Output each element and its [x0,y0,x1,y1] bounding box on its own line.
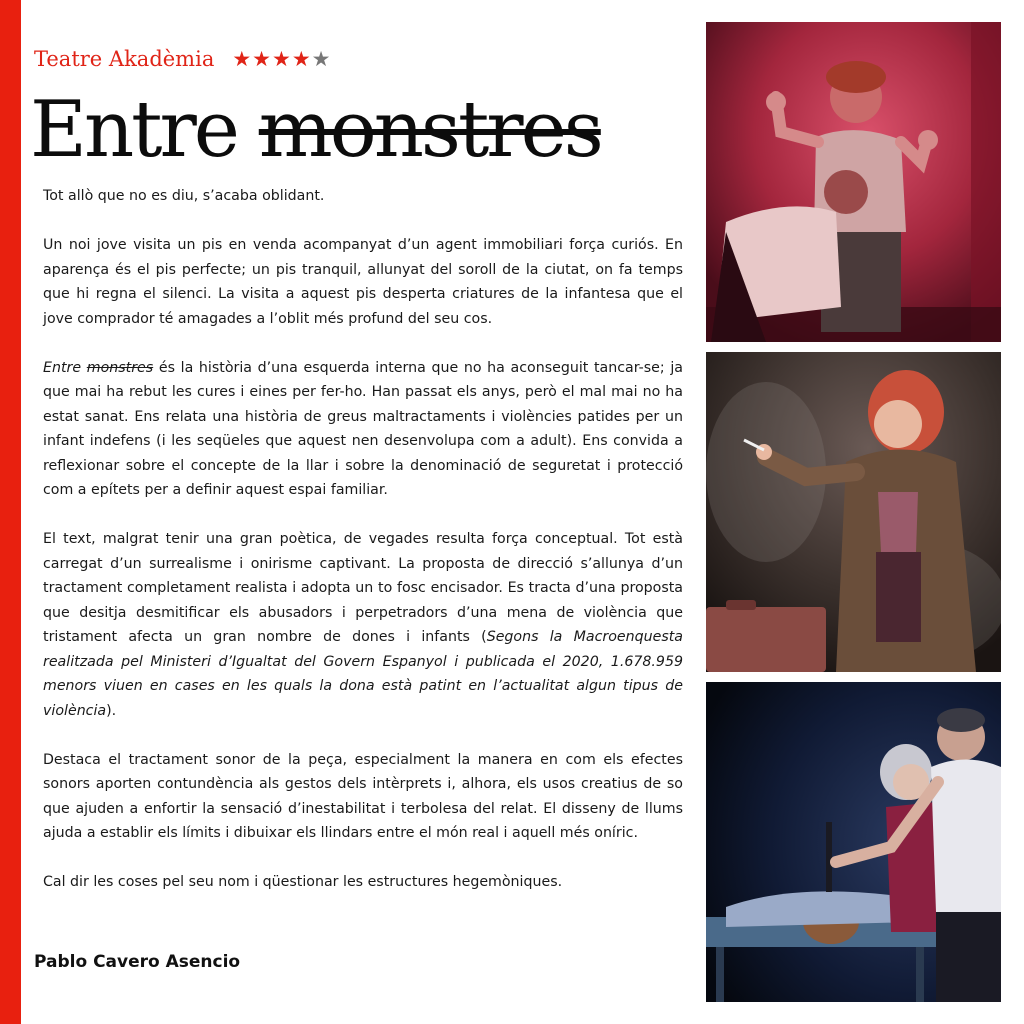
rating-stars-empty: ★ [311,47,332,71]
inline-title-monstres: monstres [86,359,154,376]
stage-photo-2-image [706,352,1001,672]
title-word-entre: Entre [30,85,237,175]
stage-photo-1 [706,22,1001,342]
stage-photo-3-image [706,682,1001,1002]
title-word-monstres-strikethrough: monstres [258,85,601,175]
inline-title-entre: Entre [43,359,82,376]
article-paragraph-1: Tot allò que no es diu, s’acaba oblidant. [43,188,325,204]
article-paragraph-2: Un noi jove visita un pis en venda acompanyat d’un agent immobiliari força curiós. En aparença és el pis perfecte; un pis tranquil, allunyat del soroll de la ciutat, on fa temps que hi regna el silenci. La visita a aquest pis desperta criatures de la infantesa que el jove comprador té amagades a l’oblit més profund del seu cos. [43,237,683,327]
venue-header [34,44,331,74]
paragraph-3-text: és la història d’una esquerda interna que no ha aconseguit tancar-se; ja que mai ha rebut les cures i eines per fer-ho. Han passat els anys, però el mal mai no ha estat sanat. Ens relata una història de greus maltractaments i violències patides per un infant indefens (i les seqüeles que aquest nen desenvolupa com a adult). Ens convida a reflexionar sobre el concepte de la llar i sobre la denominació de seguretat i protecció com a epítets per a definir aquest espai familiar. [43,359,683,498]
stage-photo-3 [706,682,1001,1002]
stage-photo-2 [706,352,1001,672]
paragraph-4-citation: Segons la Macroenquesta realitzada pel Ministeri d’Igualtat del Govern Espanyol i publicada el 2020, 1.678.959 menors viuen en cases en les quals la dona està patint en l’actualitat algun tipus de violència [43,629,683,719]
article-paragraph-6: Cal dir les coses pel seu nom i qüestionar les estructures hegemòniques. [43,874,563,890]
stage-photo-1-image [706,22,1001,342]
article-paragraph-5: Destaca el tractament sonor de la peça, especialment la manera en com els efectes sonors aporten contundència als gestos dels intèrprets i, alhora, els usos creatius de so que ajuden a enfortir la sensació d’inestabilitat i terbolesa del relat. El disseny de llums ajuda a establir els límits i dibuixar els llindars entre el món real i aquell més oníric. [43,751,683,841]
article-paragraph-3 [43,356,683,503]
article-body [43,184,683,919]
paragraph-4-end: ). [106,702,117,719]
article-paragraph-4 [43,527,683,723]
rating-stars-filled: ★★★★ [232,47,312,71]
rating-stars [232,47,331,71]
page-title [30,82,601,178]
paragraph-4-text: El text, malgrat tenir una gran poètica, de vegades resulta força conceptual. Tot està carregat d’un surrealisme i onirisme captivant. La proposta de direcció s’allunya d’un tractament completament realista i adopta un to fosc encisador. Es tracta d’una proposta que desitja desmitificar els abusadors i perpetradors d’una mena de violència que tristament afecta un gran nombre de dones i infants ( [43,531,683,645]
venue-name: Teatre Akadèmia [34,47,215,71]
accent-bar [0,0,21,1024]
author-name: Pablo Cavero Asencio [34,952,241,972]
